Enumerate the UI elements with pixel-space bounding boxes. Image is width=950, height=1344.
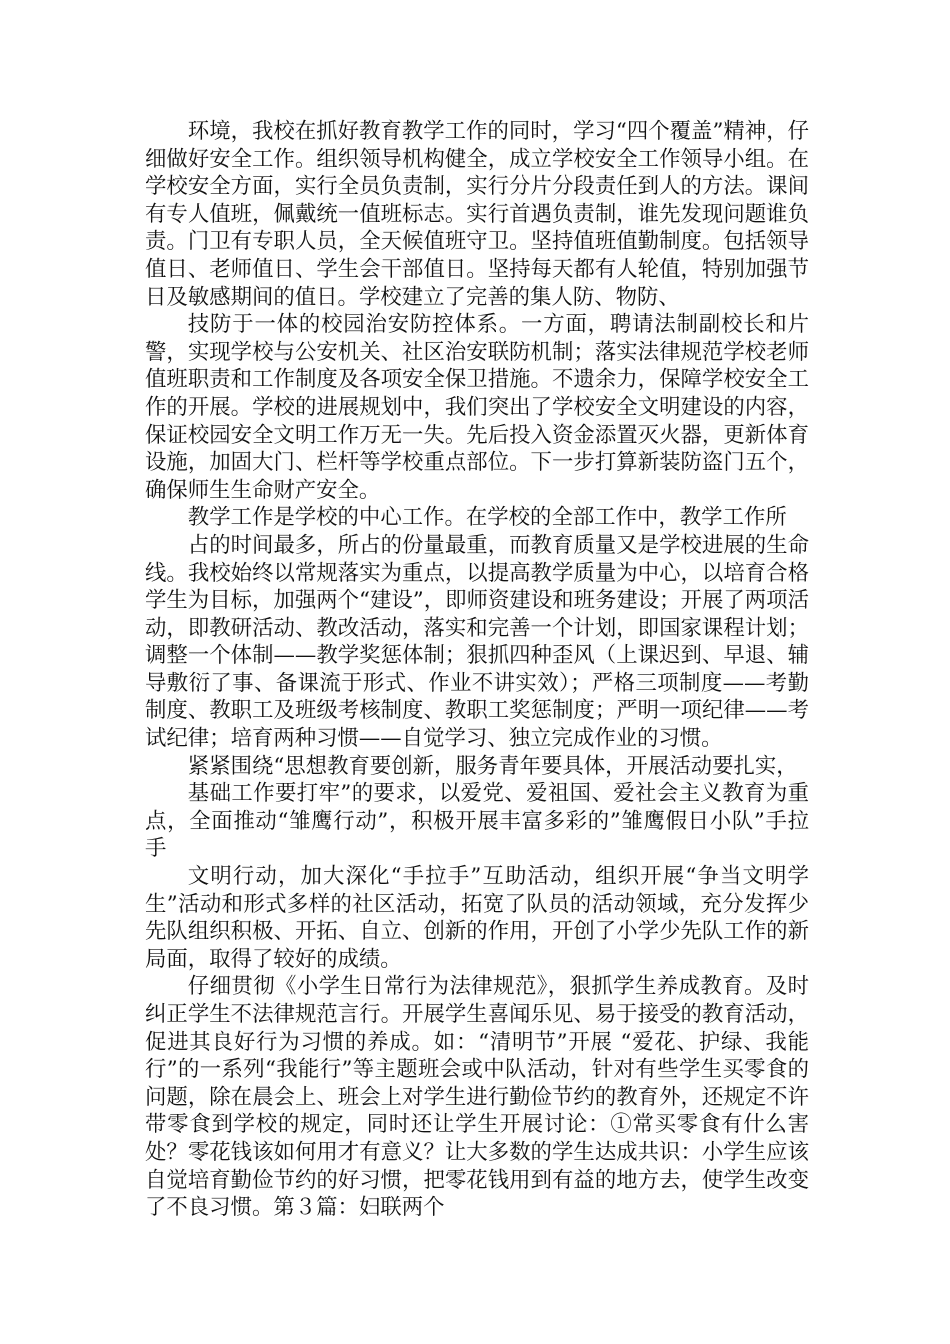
- paragraph-campus-safety: 环境，我校在抓好教育教学工作的同时，学习“四个覆盖”精神，仔细做好安全工作。组织领导机构健全，成立学校安全工作领导小组。在学校安全方面，实行全员负责制，实行分片分段责任到人的方法。课间有专人值班，佩戴统一值班标志。实行首遇负责制，谁先发现问题谁负责。门卫有专职人员，全天候值班守卫。坚持值班值勤制度。包括领导值日、老师值日、学生会干部值日。坚持每天都有人轮值，特别加强节日及敏感期间的值日。学校建立了完善的集人防、物防、: [145, 119, 809, 310]
- paragraph-security-system: 技防于一体的校园治安防控体系。一方面，聘请法制副校长和片警，实现学校与公安机关、社区治安联防机制；落实法律规范学校老师值班职责和工作制度及各项安全保卫措施。不遗余力，保障学校安全工作的开展。学校的进展规划中，我们突出了学校安全文明建设的内容，保证校园安全文明工作万无一失。先后投入资金添置灭火器，更新体育设施，加固大门、栏杆等学校重点部位。下一步打算新装防盗门五个，确保师生生命财产安全。: [145, 312, 809, 503]
- paragraph-teaching-center: 教学工作是学校的中心工作。在学校的全部工作中，教学工作所: [187, 505, 787, 531]
- document-page: [145, 118, 809, 1222]
- paragraph-ideological-education: 紧紧围绕“思想教育要创新，服务青年要具体，开展活动要扎实，: [187, 753, 798, 779]
- paragraph-hand-in-hand: 文明行动，加大深化“手拉手”互助活动，组织开展“争当文明学生”活动和形式多样的社区活动，拓宽了队员的活动领域，充分发挥少先队组织积极、开拓、自立、创新的作用，开创了小学少先队工作的新局面，取得了较好的成绩。: [145, 864, 809, 972]
- paragraph-teaching-quality: 占的时间最多，所占的份量最重，而教育质量又是学校进展的生命线。我校始终以常规落实为重点，以提高教学质量为中心，以培育合格学生为目标，加强两个“建设”，即师资建设和班务建设；开展了两项活动，即教研活动、教改活动，落实和完善一个计划，即国家课程计划；调整一个体制——教学奖惩体制；狠抓四种歪风（上课迟到、早退、辅导敷衍了事、备课流于形式、作业不讲实效）；严格三项制度——考勤制度、教职工及班级考核制度、教职工奖惩制度；严明一项纪律——考试纪律；培育两种习惯——自觉学习、独立完成作业的习惯。: [145, 532, 809, 752]
- paragraph-eagle-action: 基础工作要打牢”的要求，以爱党、爱祖国、爱社会主义教育为重点，全面推动“雏鹰行动”，积极开展丰富多彩的”雏鹰假日小队”手拉手: [145, 781, 809, 862]
- paragraph-behavior-norms: 仔细贯彻《小学生日常行为法律规范》，狠抓学生养成教育。及时纠正学生不法律规范言行。开展学生喜闻乐见、易于接受的教育活动，促进其良好行为习惯的养成。如：“清明节”开展 “爱花、护绿、我能行”的一系列“我能行”等主题班会或中队活动，针对有些学生买零食的问题，除在晨会上、班会上对学生进行勤俭节约的教育外，还规定不许带零食到学校的规定，同时还让学生开展讨论：①常买零食有什么害处？零花钱该如何用才有意义？让大多数的学生达成共识：小学生应该自觉培育勤俭节约的好习惯，把零花钱用到有益的地方去，使学生改变了不良习惯。第３篇：妇联两个: [145, 974, 809, 1221]
